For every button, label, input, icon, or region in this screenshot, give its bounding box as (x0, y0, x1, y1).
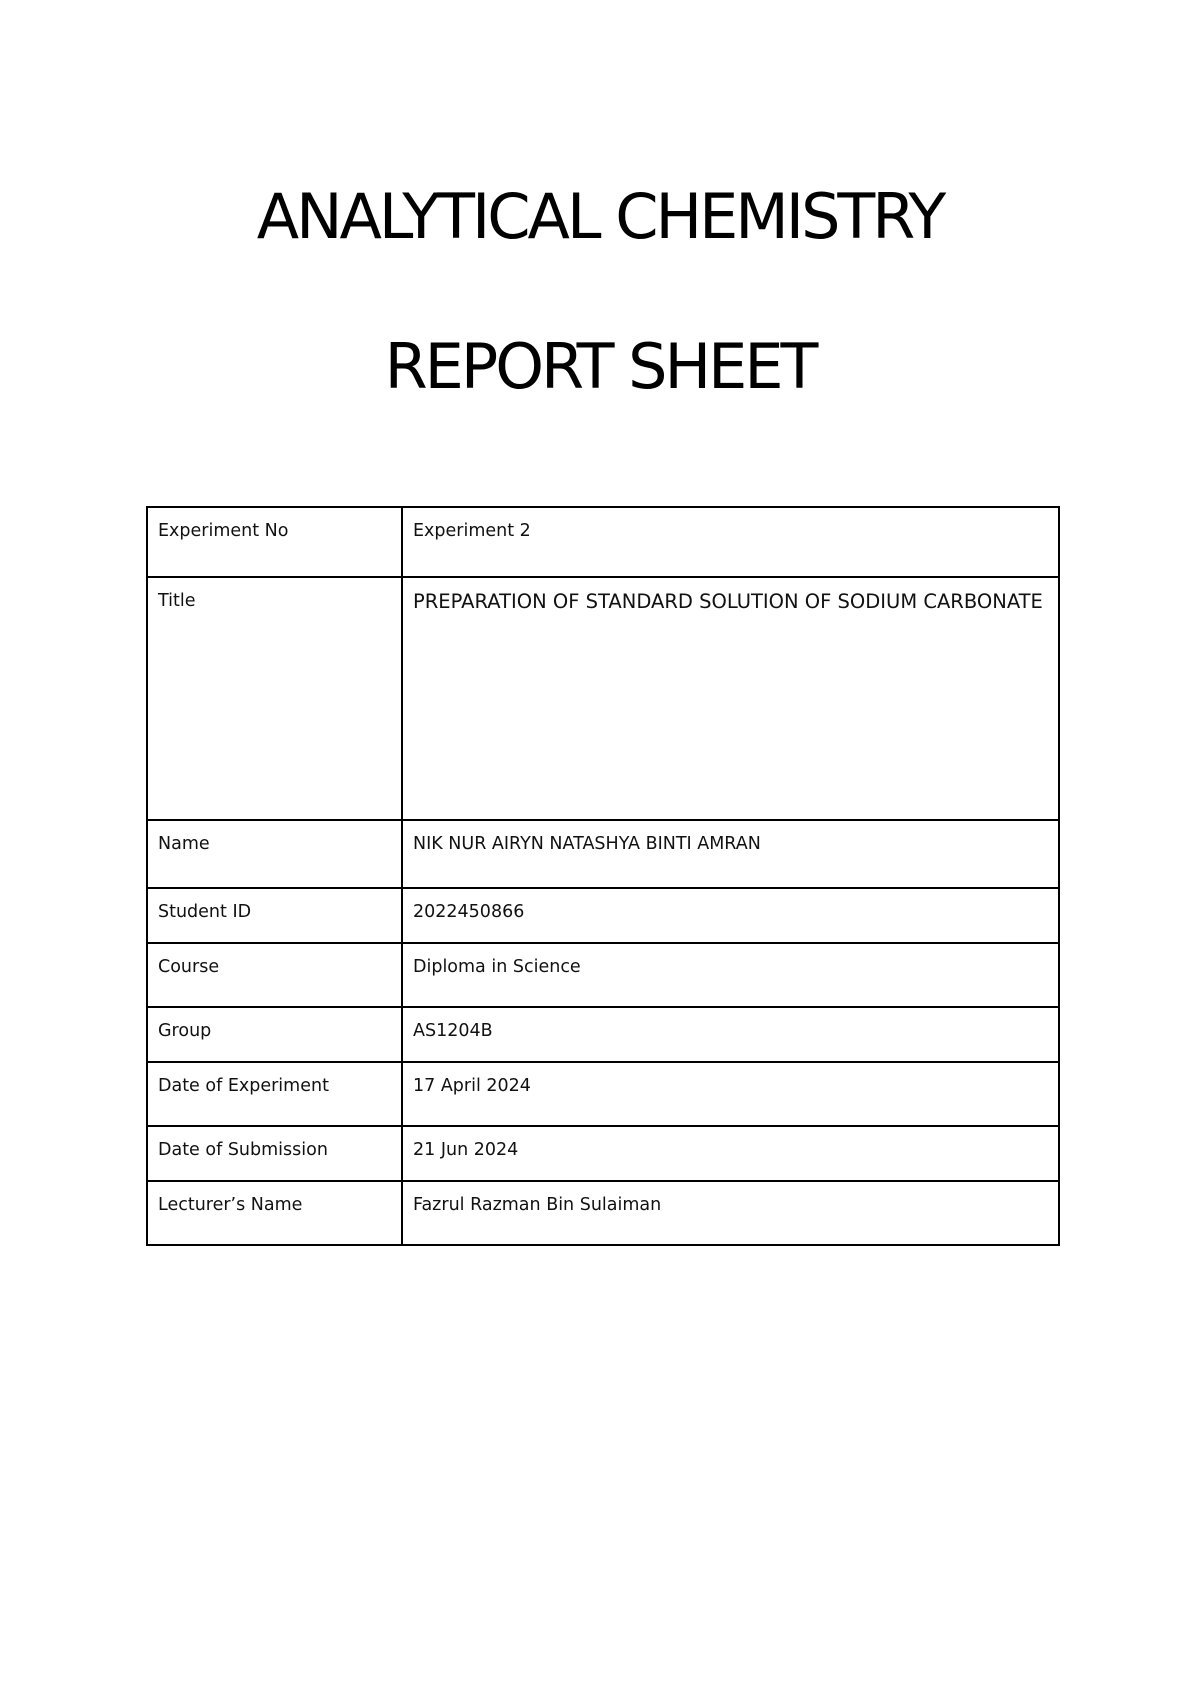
report-details-table (146, 506, 1060, 1246)
table-row-group (147, 1007, 1059, 1062)
table-row-name (147, 820, 1059, 888)
table-row-title (147, 577, 1059, 820)
row-label: Student ID (147, 888, 402, 943)
row-value: 21 Jun 2024 (402, 1126, 1059, 1181)
table-row-experiment-no (147, 507, 1059, 577)
row-label: Name (147, 820, 402, 888)
row-label: Date of Submission (147, 1126, 402, 1181)
row-value: Experiment 2 (402, 507, 1059, 577)
row-value: 2022450866 (402, 888, 1059, 943)
row-value: Diploma in Science (402, 943, 1059, 1007)
row-label: Experiment No (147, 507, 402, 577)
row-value: PREPARATION OF STANDARD SOLUTION OF SODIUM CARBONATE (402, 577, 1059, 820)
row-label: Group (147, 1007, 402, 1062)
heading-analytical-chemistry: ANALYTICAL CHEMISTRY (256, 180, 944, 253)
table-row-date-of-submission (147, 1126, 1059, 1181)
row-label: Date of Experiment (147, 1062, 402, 1126)
row-label: Course (147, 943, 402, 1007)
row-label: Title (147, 577, 402, 820)
row-label: Lecturer’s Name (147, 1181, 402, 1245)
row-value: AS1204B (402, 1007, 1059, 1062)
heading-report-sheet: REPORT SHEET (384, 330, 816, 403)
row-value: Fazrul Razman Bin Sulaiman (402, 1181, 1059, 1245)
row-value: 17 April 2024 (402, 1062, 1059, 1126)
table-row-student-id (147, 888, 1059, 943)
table-row-lecturer-name (147, 1181, 1059, 1245)
row-value: NIK NUR AIRYN NATASHYA BINTI AMRAN (402, 820, 1059, 888)
table-row-date-of-experiment (147, 1062, 1059, 1126)
table-row-course (147, 943, 1059, 1007)
